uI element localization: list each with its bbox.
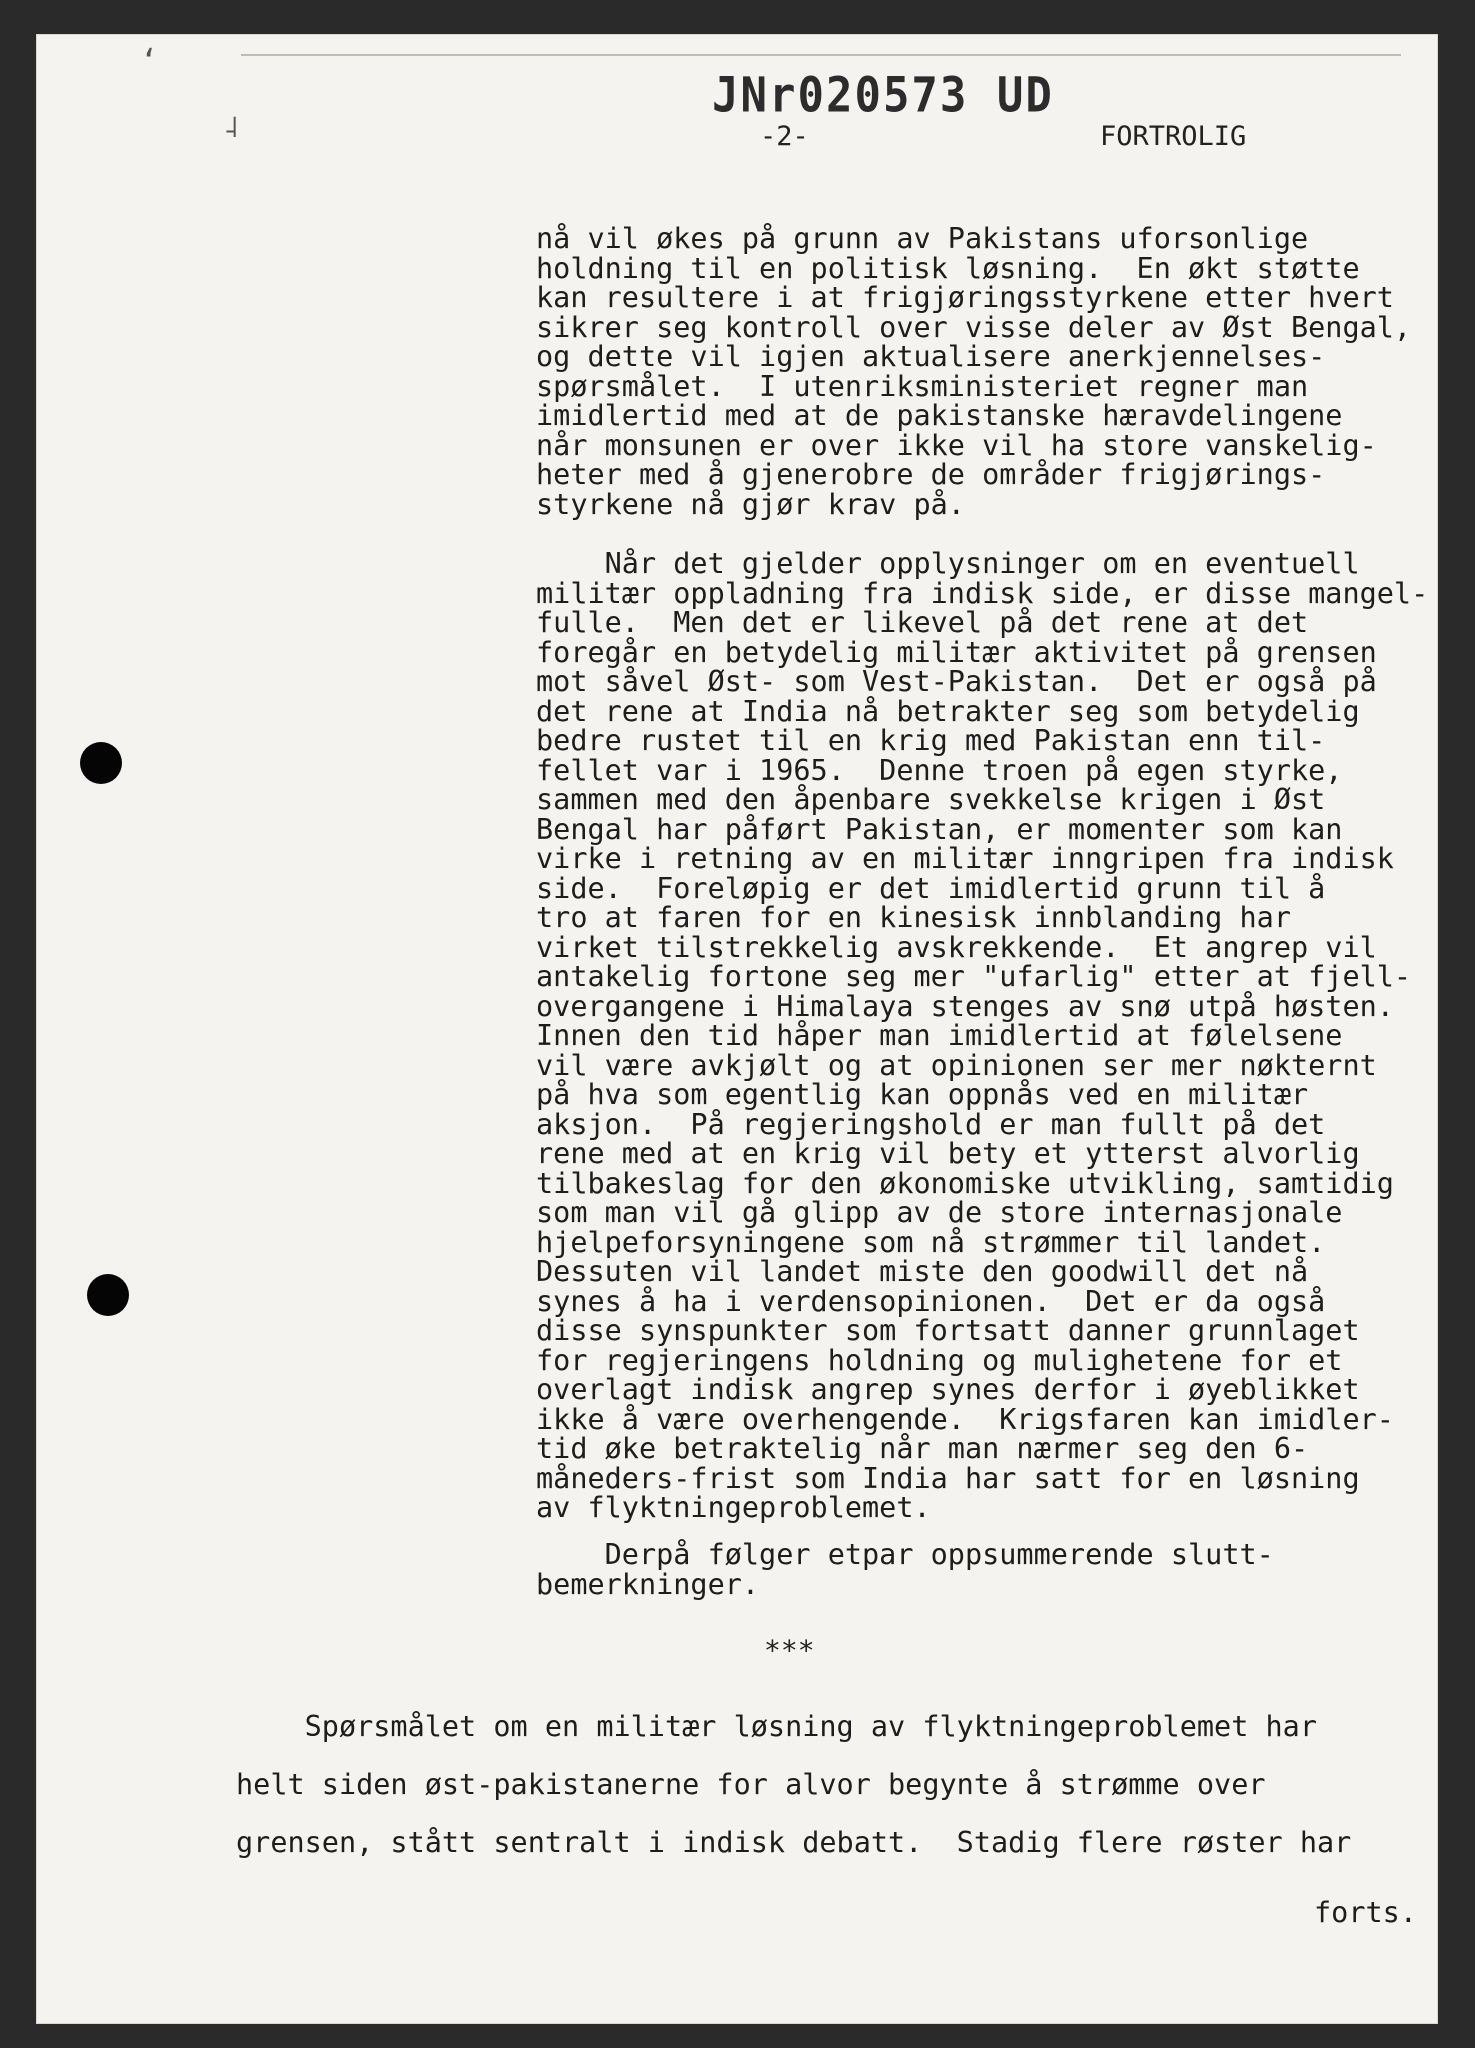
paragraph-3: Derpå følger etpar oppsummerende slutt- bemerkninger.: [536, 1538, 1274, 1601]
punch-hole-icon: [87, 1274, 129, 1316]
classification-label: FORTROLIG: [1100, 121, 1247, 152]
paragraph-1: nå vil økes på grunn av Pakistans uforsonlige holdning til en politisk løsning. En økt støtte kan resultere i at frigjøringsstyrkene etter hvert sikrer seg kontroll over visse deler av Øst Bengal, og dette vil igjen aktualisere anerkjennelses- spørsmålet. I utenriksministeriet regner man imidlertid med at de pakistanske hæravdelingene når monsunen er over ikke vil ha store vanskelig- heter med å gjenerobre de områder frigjørings- styrkene nå gjør krav på.: [536, 222, 1412, 521]
continuation-note: forts.: [1314, 1896, 1417, 1929]
bottom-paragraph: Spørsmålet om en militær løsning av flyktningeproblemet har helt siden øst-pakistanerne for alvor begynte å strømme over grensen, stått sentralt i indisk debatt. Stadig flere røster har: [236, 1710, 1352, 1859]
document-page: [36, 34, 1438, 2024]
pencil-mark: ʻ: [140, 44, 159, 79]
page-number: -2-: [760, 121, 809, 152]
page-fold-edge: [241, 34, 1401, 56]
journal-number-stamp: JNr020573 UD: [712, 67, 1054, 124]
punch-hole-icon: [80, 742, 122, 784]
section-separator: ***: [764, 1634, 815, 1667]
pencil-mark: ˨: [222, 110, 241, 145]
paragraph-2: Når det gjelder opplysninger om en eventuell militær oppladning fra indisk side, er disse mangel- fulle. Men det er likevel på det rene at det foregår en betydelig militær aktivitet på grensen mot såvel Øst- som Vest-Pakistan. Det er også på det rene at India nå betrakter seg som betydelig bedre rustet til en krig med Pakistan enn til- fellet var i 1965. Denne troen på egen styrke, sammen med den åpenbare svekkelse krigen i Øst Bengal har påført Pakistan, er momenter som kan virke i retning av en militær inngripen fra indisk side. Foreløpig er det imidlertid grunn til å tro at faren for en kinesisk innblanding har virket tilstrekkelig avskrekkende. Et angrep vil antakelig fortone seg mer "ufarlig" etter at fjell- overgangene i Himalaya stenges av snø utpå høsten. Innen den tid håper man imidlertid at følelsene vil være avkjølt og at opinionen ser mer nøkternt på hva som egentlig kan oppnås ved en militær aksjon. På regjeringshold er man fullt på det rene med at en krig vil bety et ytterst alvorlig tilbakeslag for den økonomiske utvikling, samtidig som man vil gå glipp av de store internasjonale hjelpeforsyningene som nå strømmer til landet. Dessuten vil landet miste den goodwill det nå synes å ha i verdensopinionen. Det er da også disse synspunkter som fortsatt danner grunnlaget for regjeringens holdning og mulighetene for et overlagt indisk angrep synes derfor i øyeblikket ikke å være overhengende. Krigsfaren kan imidler- tid øke betraktelig når man nærmer seg den 6- måneders-frist som India har satt for en løsning av flyktningeproblemet.: [536, 547, 1429, 1524]
